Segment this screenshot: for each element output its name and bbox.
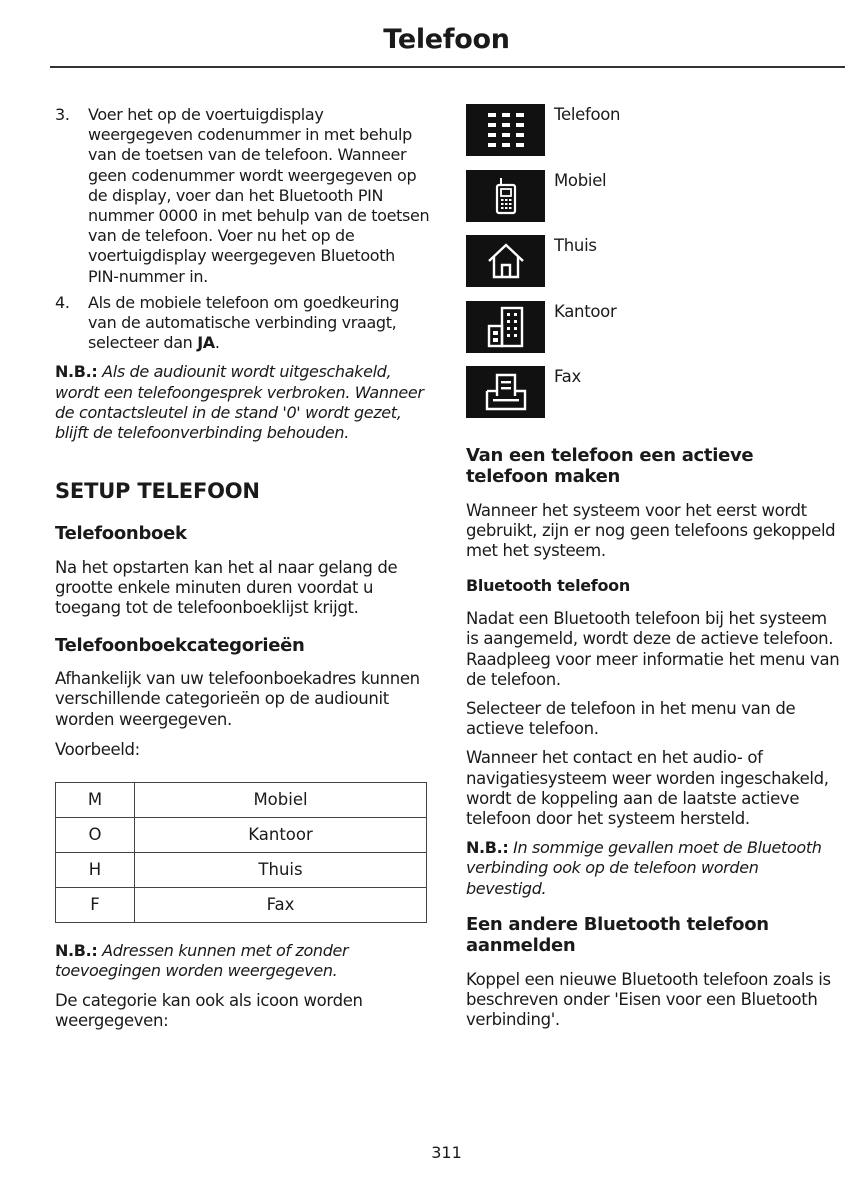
note-label: N.B.: xyxy=(466,838,509,858)
icon-label: Kantoor xyxy=(554,301,617,321)
icon-legend-item xyxy=(466,301,841,367)
note-text: Als de audiounit wordt uitgeschakeld, wordt een telefoongesprek verbroken. Wanneer de contactsleutel in de stand '0' wordt gezet, blijft de telefoonverbinding behouden. xyxy=(55,362,424,443)
step-text: Voer het op de voertuigdisplay weergegeven codenummer in met behulp van de toetsen van de telefoon. Wanneer geen codenummer wordt weergegeven op de display, voer dan het Bluetooth PIN nummer 0000 in met behulp van de toetsen van de telefoon. Voer nu het op de voertuigdisplay weergegeven Bluetooth PIN-nummer in. xyxy=(88,105,430,286)
note-label: N.B.: xyxy=(55,941,98,961)
note-confirmation xyxy=(466,838,841,899)
category-table xyxy=(55,782,427,923)
category-name: Mobiel xyxy=(135,783,427,818)
icon-label: Fax xyxy=(554,367,581,386)
category-code: F xyxy=(56,888,135,923)
step-emphasis: JA xyxy=(197,333,215,353)
active-phone-paragraph: Wanneer het systeem voor het eerst wordt gebruikt, zijn er nog geen telefoons gekoppeld met het systeem. xyxy=(466,500,836,560)
table-row xyxy=(56,783,427,818)
heading-bluetooth-phone: Bluetooth telefoon xyxy=(466,576,630,596)
step-item xyxy=(55,293,430,354)
example-label: Voorbeeld: xyxy=(55,739,140,759)
icon-legend-item xyxy=(466,170,841,236)
icon-label: Mobiel xyxy=(554,170,607,190)
bluetooth-paragraph-2: Selecteer de telefoon in het menu van de actieve telefoon. xyxy=(466,698,796,739)
note-text: In sommige gevallen moet de Bluetooth verbinding ook op de telefoon worden bevestigd. xyxy=(466,838,822,898)
icon-legend-item xyxy=(466,235,841,301)
heading-phonebook: Telefoonboek xyxy=(55,522,187,544)
heading-phonebook-categories: Telefoonboekcategorieën xyxy=(55,635,305,657)
step-number: 3. xyxy=(55,105,70,124)
icon-intro-paragraph: De categorie kan ook als icoon worden weergegeven: xyxy=(55,990,363,1030)
register-other-paragraph: Koppel een nieuwe Bluetooth telefoon zoals is beschreven onder 'Eisen voor een Bluetooth verbinding'. xyxy=(466,970,831,1030)
fax-icon xyxy=(466,366,545,418)
step-text: Als de mobiele telefoon om goedkeuring van de automatische verbinding vraagt, selecteer dan xyxy=(88,292,400,353)
instruction-steps xyxy=(55,105,430,353)
bluetooth-paragraph-3: Wanneer het contact en het audio- of navigatiesysteem weer worden ingeschakeld, wordt de koppeling aan de laatste actieve telefoon door het systeem hersteld. xyxy=(466,748,829,828)
office-building-icon xyxy=(466,301,545,353)
phonebook-paragraph: Na het opstarten kan het al naar gelang de grootte enkele minuten duren voordat u toegang tot de telefoonboeklijst krijgt. xyxy=(55,557,398,618)
left-column xyxy=(55,105,430,1031)
page-number: 311 xyxy=(431,1143,462,1162)
bluetooth-paragraph-1: Nadat een Bluetooth telefoon bij het systeem is aangemeld, wordt deze de actieve telefoon. Raadpleeg voor meer informatie het menu van de telefoon. xyxy=(466,609,840,689)
section-heading-setup: SETUP TELEFOON xyxy=(55,478,260,503)
step-item xyxy=(55,105,430,287)
step-text-tail: . xyxy=(214,333,220,353)
right-column xyxy=(466,104,841,1031)
house-icon xyxy=(466,235,545,287)
category-code: H xyxy=(56,853,135,888)
mobile-phone-icon xyxy=(466,170,545,222)
note-addresses xyxy=(55,941,430,982)
note-text: Adressen kunnen met of zonder toevoegingen worden weergegeven. xyxy=(55,941,349,981)
heading-active-phone: Van een telefoon een actieve telefoon maken xyxy=(466,444,754,487)
heading-register-other-phone: Een andere Bluetooth telefoon aanmelden xyxy=(466,914,769,957)
icon-label: Thuis xyxy=(554,236,597,255)
category-name: Thuis xyxy=(135,853,427,888)
page-title: Telefoon xyxy=(383,24,510,55)
table-row xyxy=(56,888,427,923)
table-row xyxy=(56,818,427,853)
category-name: Kantoor xyxy=(135,818,427,853)
step-number: 4. xyxy=(55,292,70,312)
icon-legend-item xyxy=(466,104,841,170)
keypad-icon xyxy=(466,104,545,156)
category-name: Fax xyxy=(135,888,427,923)
note-label: N.B.: xyxy=(55,362,98,382)
note-audiounit xyxy=(55,362,430,443)
category-code: M xyxy=(56,783,135,818)
categories-paragraph: Afhankelijk van uw telefoonboekadres kunnen verschillende categorieën op de audiounit worden weergegeven. xyxy=(55,669,420,729)
icon-legend-item xyxy=(466,366,841,432)
category-code: O xyxy=(56,818,135,853)
header-divider xyxy=(50,66,845,68)
icon-label: Telefoon xyxy=(554,105,621,124)
table-row xyxy=(56,853,427,888)
